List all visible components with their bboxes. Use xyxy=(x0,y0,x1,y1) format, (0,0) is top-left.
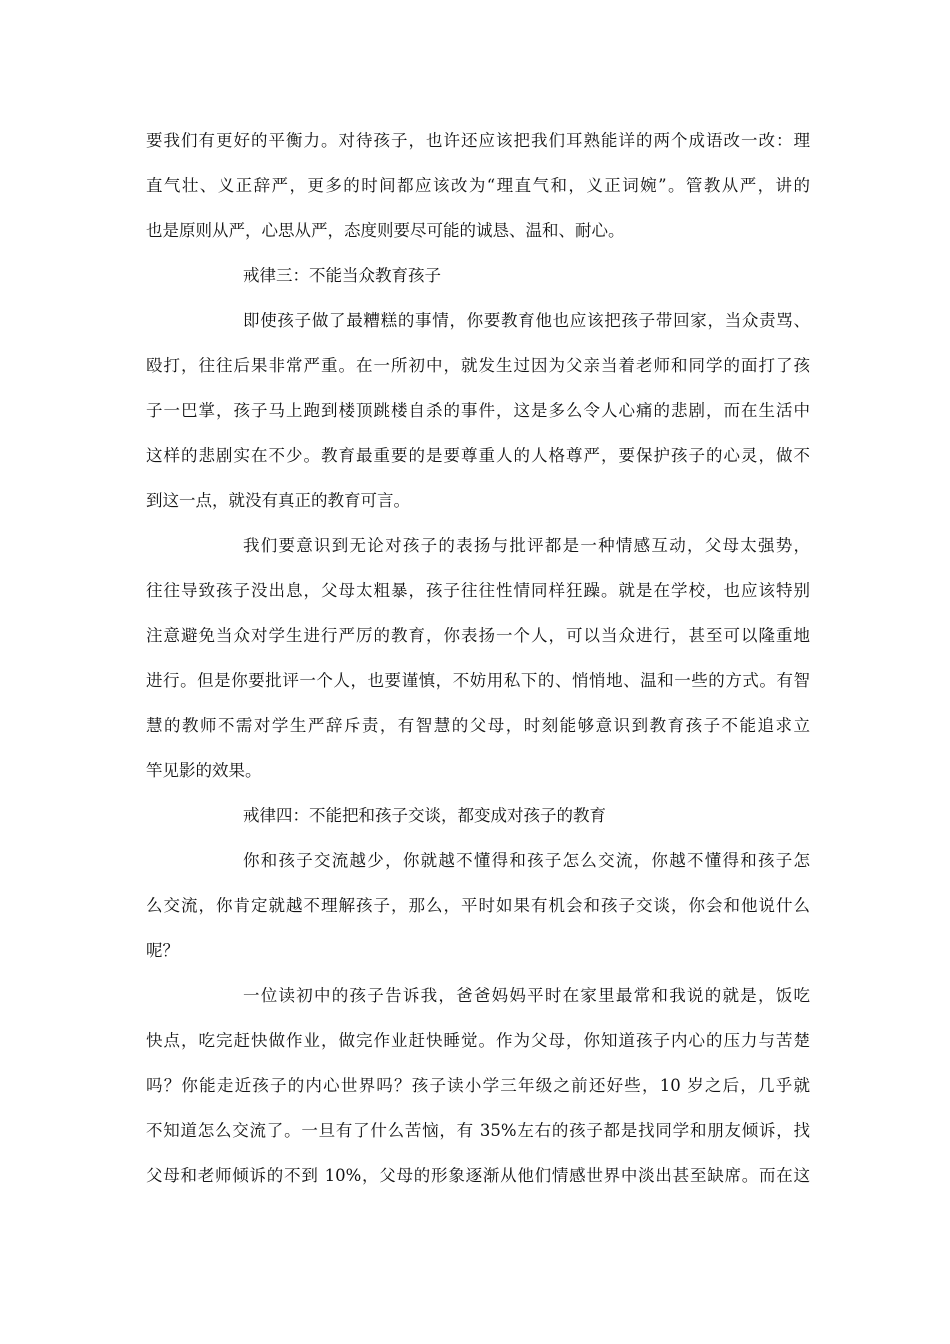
text-line: 也是原则从严，心思从严，态度则要尽可能的诚恳、温和、耐心。 xyxy=(146,221,625,240)
text-line: 快点，吃完赶快做作业，做完作业赶快睡觉。作为父母，你知道孩子内心的压力与苦楚 xyxy=(146,1031,810,1050)
text-line: 慧的教师不需对学生严辞斥责，有智慧的父母，时刻能够意识到教育孩子不能追求立 xyxy=(146,716,810,735)
text-line: 注意避免当众对学生进行严厉的教育，你表扬一个人，可以当众进行，甚至可以隆重地 xyxy=(146,626,810,645)
text-line: 子一巴掌，孩子马上跑到楼顶跳楼自杀的事件，这是多么令人心痛的悲剧，而在生活中 xyxy=(146,401,810,420)
document-body xyxy=(146,118,810,1198)
text-line: 进行。但是你要批评一个人，也要谨慎，不妨用私下的、悄悄地、温和一些的方式。有智 xyxy=(146,671,810,690)
text-line: 么交流，你肯定就越不理解孩子，那么，平时如果有机会和孩子交谈，你会和他说什么 xyxy=(146,896,810,915)
text-line: 要我们有更好的平衡力。对待孩子，也许还应该把我们耳熟能详的两个成语改一改：理 xyxy=(146,131,810,150)
text-line: 竿见影的效果。 xyxy=(146,761,262,780)
text-line: 父母和老师倾诉的不到 10%，父母的形象逐渐从他们情感世界中淡出甚至缺席。而在这 xyxy=(146,1166,810,1185)
section-heading-rule-4: 戒律四：不能把和孩子交谈，都变成对孩子的教育 xyxy=(243,806,606,825)
text-line: 不知道怎么交流了。一旦有了什么苦恼，有 35%左右的孩子都是找同学和朋友倾诉，找 xyxy=(146,1121,810,1140)
text-line: 即使孩子做了最糟糕的事情，你要教育他也应该把孩子带回家，当众责骂、 xyxy=(243,311,810,330)
section-heading-rule-3: 戒律三：不能当众教育孩子 xyxy=(243,266,441,285)
text-line: 一位读初中的孩子告诉我，爸爸妈妈平时在家里最常和我说的就是，饭吃 xyxy=(243,986,810,1005)
text-line: 我们要意识到无论对孩子的表扬与批评都是一种情感互动，父母太强势， xyxy=(243,536,810,555)
text-line: 这样的悲剧实在不少。教育最重要的是要尊重人的人格尊严，要保护孩子的心灵，做不 xyxy=(146,446,810,465)
text-line: 到这一点，就没有真正的教育可言。 xyxy=(146,491,410,510)
text-line: 殴打，往往后果非常严重。在一所初中，就发生过因为父亲当着老师和同学的面打了孩 xyxy=(146,356,810,375)
text-line: 直气壮、义正辞严，更多的时间都应该改为“理直气和，义正词婉”。管教从严，讲的 xyxy=(146,176,810,195)
text-line: 吗？你能走近孩子的内心世界吗？孩子读小学三年级之前还好些，10 岁之后，几乎就 xyxy=(146,1076,810,1095)
text-line: 你和孩子交流越少，你就越不懂得和孩子怎么交流，你越不懂得和孩子怎 xyxy=(243,851,810,870)
text-line: 往往导致孩子没出息，父母太粗暴，孩子往往性情同样狂躁。就是在学校，也应该特别 xyxy=(146,581,810,600)
text-line: 呢？ xyxy=(146,941,179,960)
